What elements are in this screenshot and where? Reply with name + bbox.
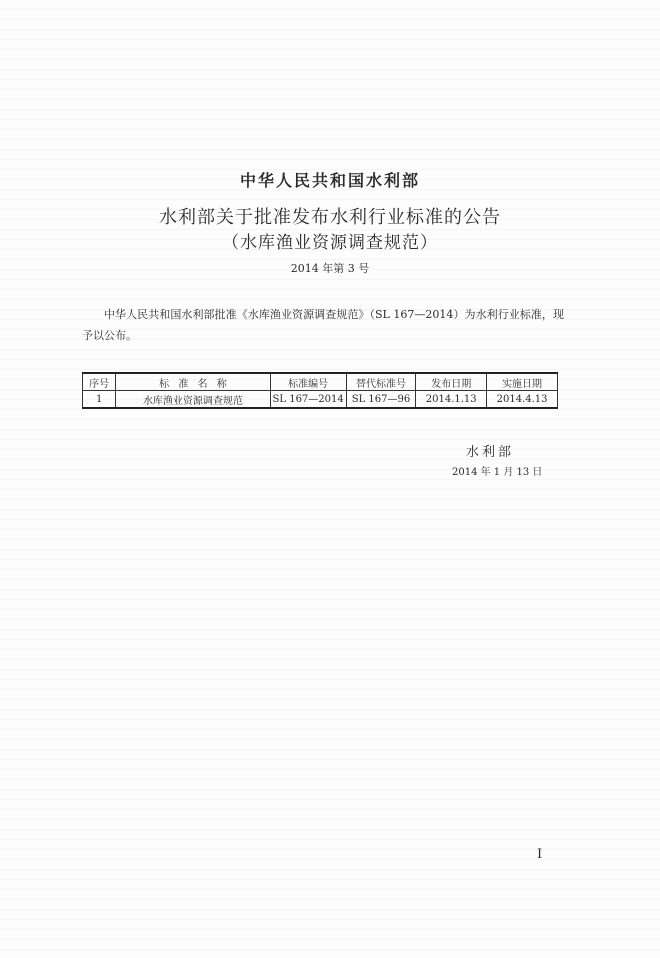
table-cell: 水库渔业资源调查规范 bbox=[116, 391, 270, 409]
signature-date: 2014 年 1 月 13 日 bbox=[452, 467, 543, 478]
table-row bbox=[83, 391, 558, 409]
table-cell: SL 167—2014 bbox=[270, 391, 346, 409]
table-cell: SL 167—96 bbox=[346, 391, 416, 409]
announcement-subtitle: （水库渔业资源调查规范） bbox=[222, 233, 438, 253]
page-number: I bbox=[537, 847, 543, 862]
standards-table bbox=[82, 372, 558, 409]
table-header-cell: 发布日期 bbox=[416, 373, 487, 391]
table-header-cell: 标准编号 bbox=[270, 373, 346, 391]
table-header-row bbox=[83, 373, 558, 391]
table-header-cell: 替代标准号 bbox=[346, 373, 416, 391]
announcement-title: 水利部关于批准发布水利行业标准的公告 bbox=[159, 207, 501, 228]
ministry-name: 中华人民共和国水利部 bbox=[239, 171, 420, 190]
table-cell: 2014.1.13 bbox=[416, 391, 487, 409]
table-header-cell: 标 准 名 称 bbox=[116, 373, 270, 391]
table-cell: 1 bbox=[83, 391, 116, 409]
document-number: 2014 年第 3 号 bbox=[290, 262, 370, 275]
table-header-cell: 序号 bbox=[83, 373, 116, 391]
signature-organization: 水利部 bbox=[466, 445, 515, 460]
table-header-cell: 实施日期 bbox=[487, 373, 558, 391]
announcement-body: 中华人民共和国水利部批准《水库渔业资源调查规范》（SL 167—2014）为水利行业标准，现予以公布。 bbox=[82, 308, 564, 342]
table-cell: 2014.4.13 bbox=[487, 391, 558, 409]
